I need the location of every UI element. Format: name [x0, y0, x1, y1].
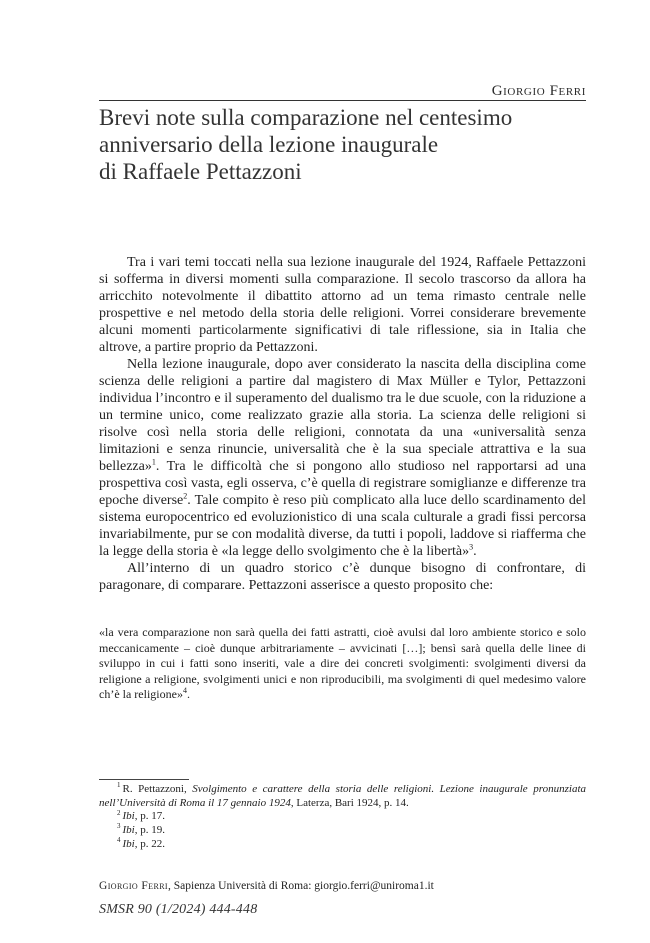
paragraph-text: .	[473, 544, 477, 559]
footnote-1	[99, 783, 586, 810]
body-text	[99, 254, 586, 594]
footnotes	[99, 783, 586, 852]
footnote-italic: Ibi	[122, 824, 135, 837]
footnote-italic: Svolgimento e carattere della storia delle religioni. Lezione inaugurale pronunziata nell’Università di Roma il 17 gennaio 1924	[99, 783, 586, 809]
footnote-italic: Ibi	[122, 810, 135, 823]
footnote-rule	[99, 779, 189, 780]
footnote-text: , Laterza, Bari 1924, p. 14.	[290, 796, 409, 809]
footnote-ref-2: 2	[183, 491, 188, 501]
block-quote: «la vera comparazione non sarà quella dei fatti astratti, cioè avulsi dal loro ambiente storico e solo meccanicamente – cioè dunque arbitrariamente – avvicinati […]; bensì sarà quella delle linee di sviluppo in cui i fatti sono inseriti, vale a dire dei concreti svolgimenti: svolgimenti diversi da religione a religione, svolgimenti unici e non riproducibili, ma svolgimenti di quel medesimo valore ch’è la religione»$^4$.	[99, 625, 586, 701]
footnote-number: 1	[117, 781, 121, 790]
paragraph-text: Nella lezione inaugurale, dopo aver considerato la nascita della disciplina come scienza delle religioni a partire dal magistero di Max Müller e Tylor, Pettazzoni individua l’incontro e il superamento del dualismo tra le due scuole, con la riduzione a un termine unico, come realizzato grazie alla storia. La scienza delle religioni si risolve così nella storia delle religioni, connotata da una «universalità senza limitazioni e senza rinuncie, universalità che è la sua speciale attrattiva e la sua bellezza»	[99, 357, 586, 474]
paragraph-1: Tra i vari temi toccati nella sua lezione inaugurale del 1924, Raffaele Pettazzoni si sofferma in diversi momenti sulla comparazione. Il secolo trascorso da allora ha arricchito notevolmente il dibattito attorno ad un tema rimasto centrale nelle prospettive e nel metodo della storia delle religioni. Vorrei considerare brevemente alcuni momenti particolarmente significativi di tale riflessione, sia in Italia che altrove, a partire proprio da Pettazzoni.	[99, 255, 586, 355]
footnote-italic: Ibi	[122, 837, 135, 850]
footnote-3	[99, 824, 586, 838]
footnote-4	[99, 838, 586, 852]
footnote-number: 4	[117, 836, 121, 845]
footnote-text: , p. 22.	[134, 837, 165, 850]
running-head-author: Giorgio Ferri	[491, 83, 586, 99]
title-line: Brevi note sulla comparazione nel centesimo	[99, 105, 513, 130]
footnote-number: 3	[117, 822, 121, 831]
title-line: di Raffaele Pettazzoni	[99, 159, 302, 184]
article-title	[99, 104, 579, 185]
footnote-ref-3: 3	[469, 542, 474, 552]
footnote-2	[99, 810, 586, 824]
paragraph-text: . Tra le difficoltà che si pongono allo studioso nel rapportarsi ad una prospettiva così vasta, egli osserva, c’è quella di registrare somiglianze e differenze tra epoche diverse	[99, 459, 586, 508]
footnote-text: , p. 19.	[134, 824, 165, 837]
paragraph-text: . Tale compito è reso più complicato alla luce dello scardinamento del sistema europocentrico ed evoluzionistico di una scala culturale a gradi fissi percorsa invariabilmente, pur se con modalità diverse, da tutti i popoli, laddove si riafferma che la legge della storia è «la legge dello svolgimento che è la libertà»	[99, 493, 587, 559]
header-rule	[99, 100, 586, 101]
footnote-text: R. Pettazzoni,	[122, 783, 193, 795]
affiliation-name: Giorgio Ferri	[99, 880, 168, 892]
author-affiliation	[99, 880, 586, 892]
footnote-ref-4: 4	[182, 686, 187, 695]
paragraph-3: All’interno di un quadro storico c’è dunque bisogno di confrontare, di paragonare, di comparare. Pettazzoni asserisce a questo proposito che:	[99, 561, 586, 593]
footnote-number: 2	[117, 808, 121, 817]
footnote-text: , p. 17.	[134, 810, 165, 823]
quote-text: «la vera comparazione non sarà quella dei fatti astratti, cioè avulsi dal loro ambiente storico e solo meccanicamente – cioè dunque arbitrariamente – avvicinati […]; bensì sarà quella delle linee di sviluppo in cui i fatti sono inseriti, vale a dire dei concreti svolgimenti: svolgimenti diversi da religione a religione, svolgimenti unici e non riproducibili, ma svolgimenti di quel medesimo valore ch’è la religione»	[99, 625, 586, 701]
paragraph-2	[99, 356, 586, 560]
journal-citation: SMSR 90 (1/2024) 444-448	[99, 902, 258, 917]
affiliation-details: , Sapienza Università di Roma: giorgio.ferri@uniroma1.it	[168, 880, 434, 892]
footnote-ref-1: 1	[151, 457, 156, 467]
title-line: anniversario della lezione inaugurale	[99, 132, 439, 157]
